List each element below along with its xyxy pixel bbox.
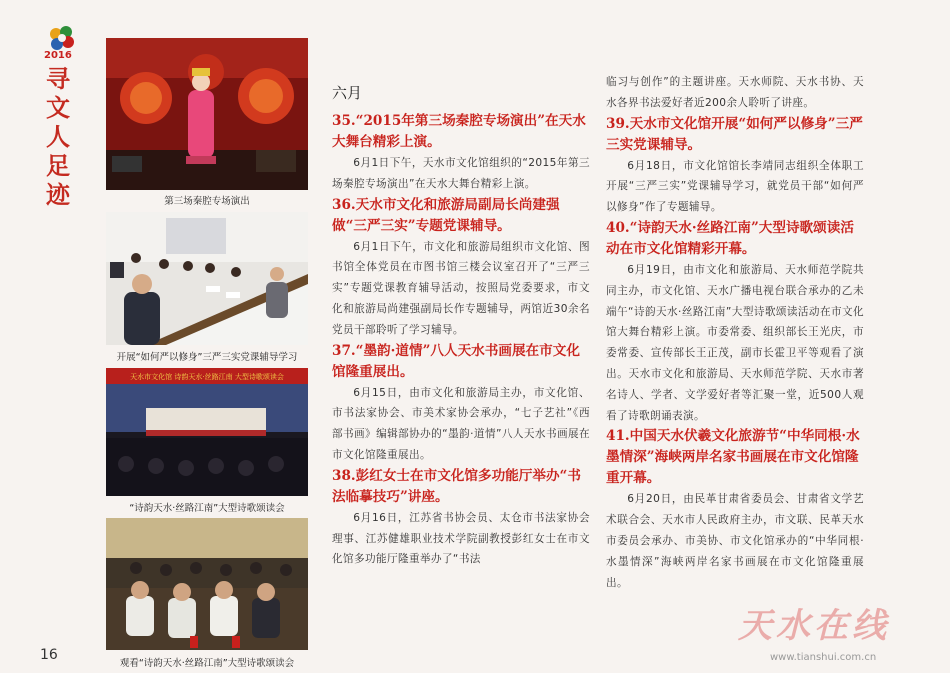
- watermark-url: www.tianshui.com.cn: [770, 652, 877, 663]
- entry-heading: 40.“诗韵天水·丝路江南”大型诗歌颂读活动在市文化馆精彩开幕。: [606, 219, 854, 257]
- entry-body: 6月16日，江苏省书协会员、太仓市书法家协会理事、江苏健雄职业技术学院副教授彭红女士在市文化馆多功能厅隆重举办了“书法: [332, 511, 590, 566]
- page-number: 16: [40, 647, 58, 663]
- photo-caption-1: 第三场秦腔专场演出: [164, 196, 250, 207]
- entry-38-continued: 临习与创作”的主题讲座。天水师院、天水书协、天水各界书法爱好者近200余人聆听了讲座。: [606, 76, 864, 109]
- entry-39: [606, 114, 864, 218]
- text-column-2: [606, 72, 864, 593]
- entry-body: 6月15日，由市文化和旅游局主办，市文化馆、市书法家协会、市美术家协会承办，“七子艺社”《西部书画》编辑部协办的“墨韵·道情”八人天水书画展在市文化馆隆重展出。: [332, 386, 590, 461]
- entry-heading: 39.天水市文化馆开展“如何严以修身”三严三实党课辅导。: [606, 115, 863, 153]
- photo-audience: [106, 518, 308, 650]
- entry-heading: 36.天水市文化和旅游局副局长尚建强做“三严三实”专题党课辅导。: [332, 196, 560, 234]
- photo-caption-2: 开展“如何严以修身”三严三实党课辅导学习: [116, 352, 298, 363]
- entry-body: 6月1日下午，天水市文化馆组织的“2015年第三场秦腔专场演出”在天水大舞台精彩上演。: [332, 157, 590, 190]
- entry-41: [606, 426, 864, 593]
- logo-year: 2016: [44, 50, 72, 61]
- entry-body: 6月19日，由市文化和旅游局、天水师范学院共同主办，市文化馆、天水广播电视台联合承办的乙未端午“诗韵天水·丝路江南”大型诗歌颂读活动在市文化馆大舞台精彩上演。市委常委、组织部长王光庆，市委常委、宣传部长王正茂，副市长霍卫平等观看了演出。天水市文化和旅游局、天水师范学院、天水市著名诗人、学者、文学爱好者等汇聚一堂，近500人观看了诗歌朗诵表演。: [606, 263, 864, 422]
- entry-heading: 37.“墨韵·道情”八人天水书画展在市文化馆隆重展出。: [332, 342, 580, 380]
- entry-heading: 35.“2015年第三场秦腔专场演出”在天水大舞台精彩上演。: [332, 113, 586, 150]
- photo-opera-performance: [106, 38, 308, 190]
- photo-poetry-recital: [106, 368, 308, 496]
- photo-caption-4: 观看“诗韵天水·丝路江南”大型诗歌颂读会: [119, 658, 295, 669]
- entry-38: [332, 466, 590, 570]
- stage-banner-text: 天水市文化馆 诗韵天水·丝路江南 大型诗歌颂读会: [130, 373, 284, 381]
- entry-40: [606, 218, 864, 426]
- watermark-logo: 天水在线: [738, 606, 890, 646]
- month-heading: 六月: [332, 84, 363, 102]
- entry-body: 6月20日，由民革甘肃省委员会、甘肃省文学艺术联合会、天水市人民政府主办，市文联、民革天水市委员会承办、市美协、市文化馆承办的“中华同根·水墨情深”海峡两岸名家书画展在市文化馆隆重展出。: [606, 493, 864, 589]
- photo-caption-3: “诗韵天水·丝路江南”大型诗歌颂读会: [129, 503, 285, 514]
- entry-heading: 38.彭红女士在市文化馆多功能厅举办“书法临摹技巧”讲座。: [332, 467, 581, 505]
- entry-heading: 41.中国天水伏羲文化旅游节“中华同根·水墨情深”海峡两岸名家书画展在市文化馆隆重开幕。: [606, 428, 860, 487]
- photo-party-lecture: [106, 212, 308, 345]
- entry-37: [332, 341, 590, 466]
- entry-35: [332, 111, 590, 195]
- text-column-1: [332, 60, 590, 570]
- entry-body: 6月18日，市文化馆馆长李靖同志组织全体职工开展“三严三实”党课辅导学习，就党员干部“如何严以修身”作了专题辅导。: [606, 159, 864, 214]
- entry-body: 6月1日下午，市文化和旅游局组织市文化馆、图书馆全体党员在市图书馆三楼会议室召开了“三严三实”专题党课教育辅导活动，按照局党委要求，市文化和旅游局尚建强副局长作专题辅导，两馆近30余名党员干部聆听了学习辅导。: [332, 240, 590, 336]
- brush-title: 寻文人足迹: [46, 64, 70, 209]
- entry-36: [332, 195, 590, 341]
